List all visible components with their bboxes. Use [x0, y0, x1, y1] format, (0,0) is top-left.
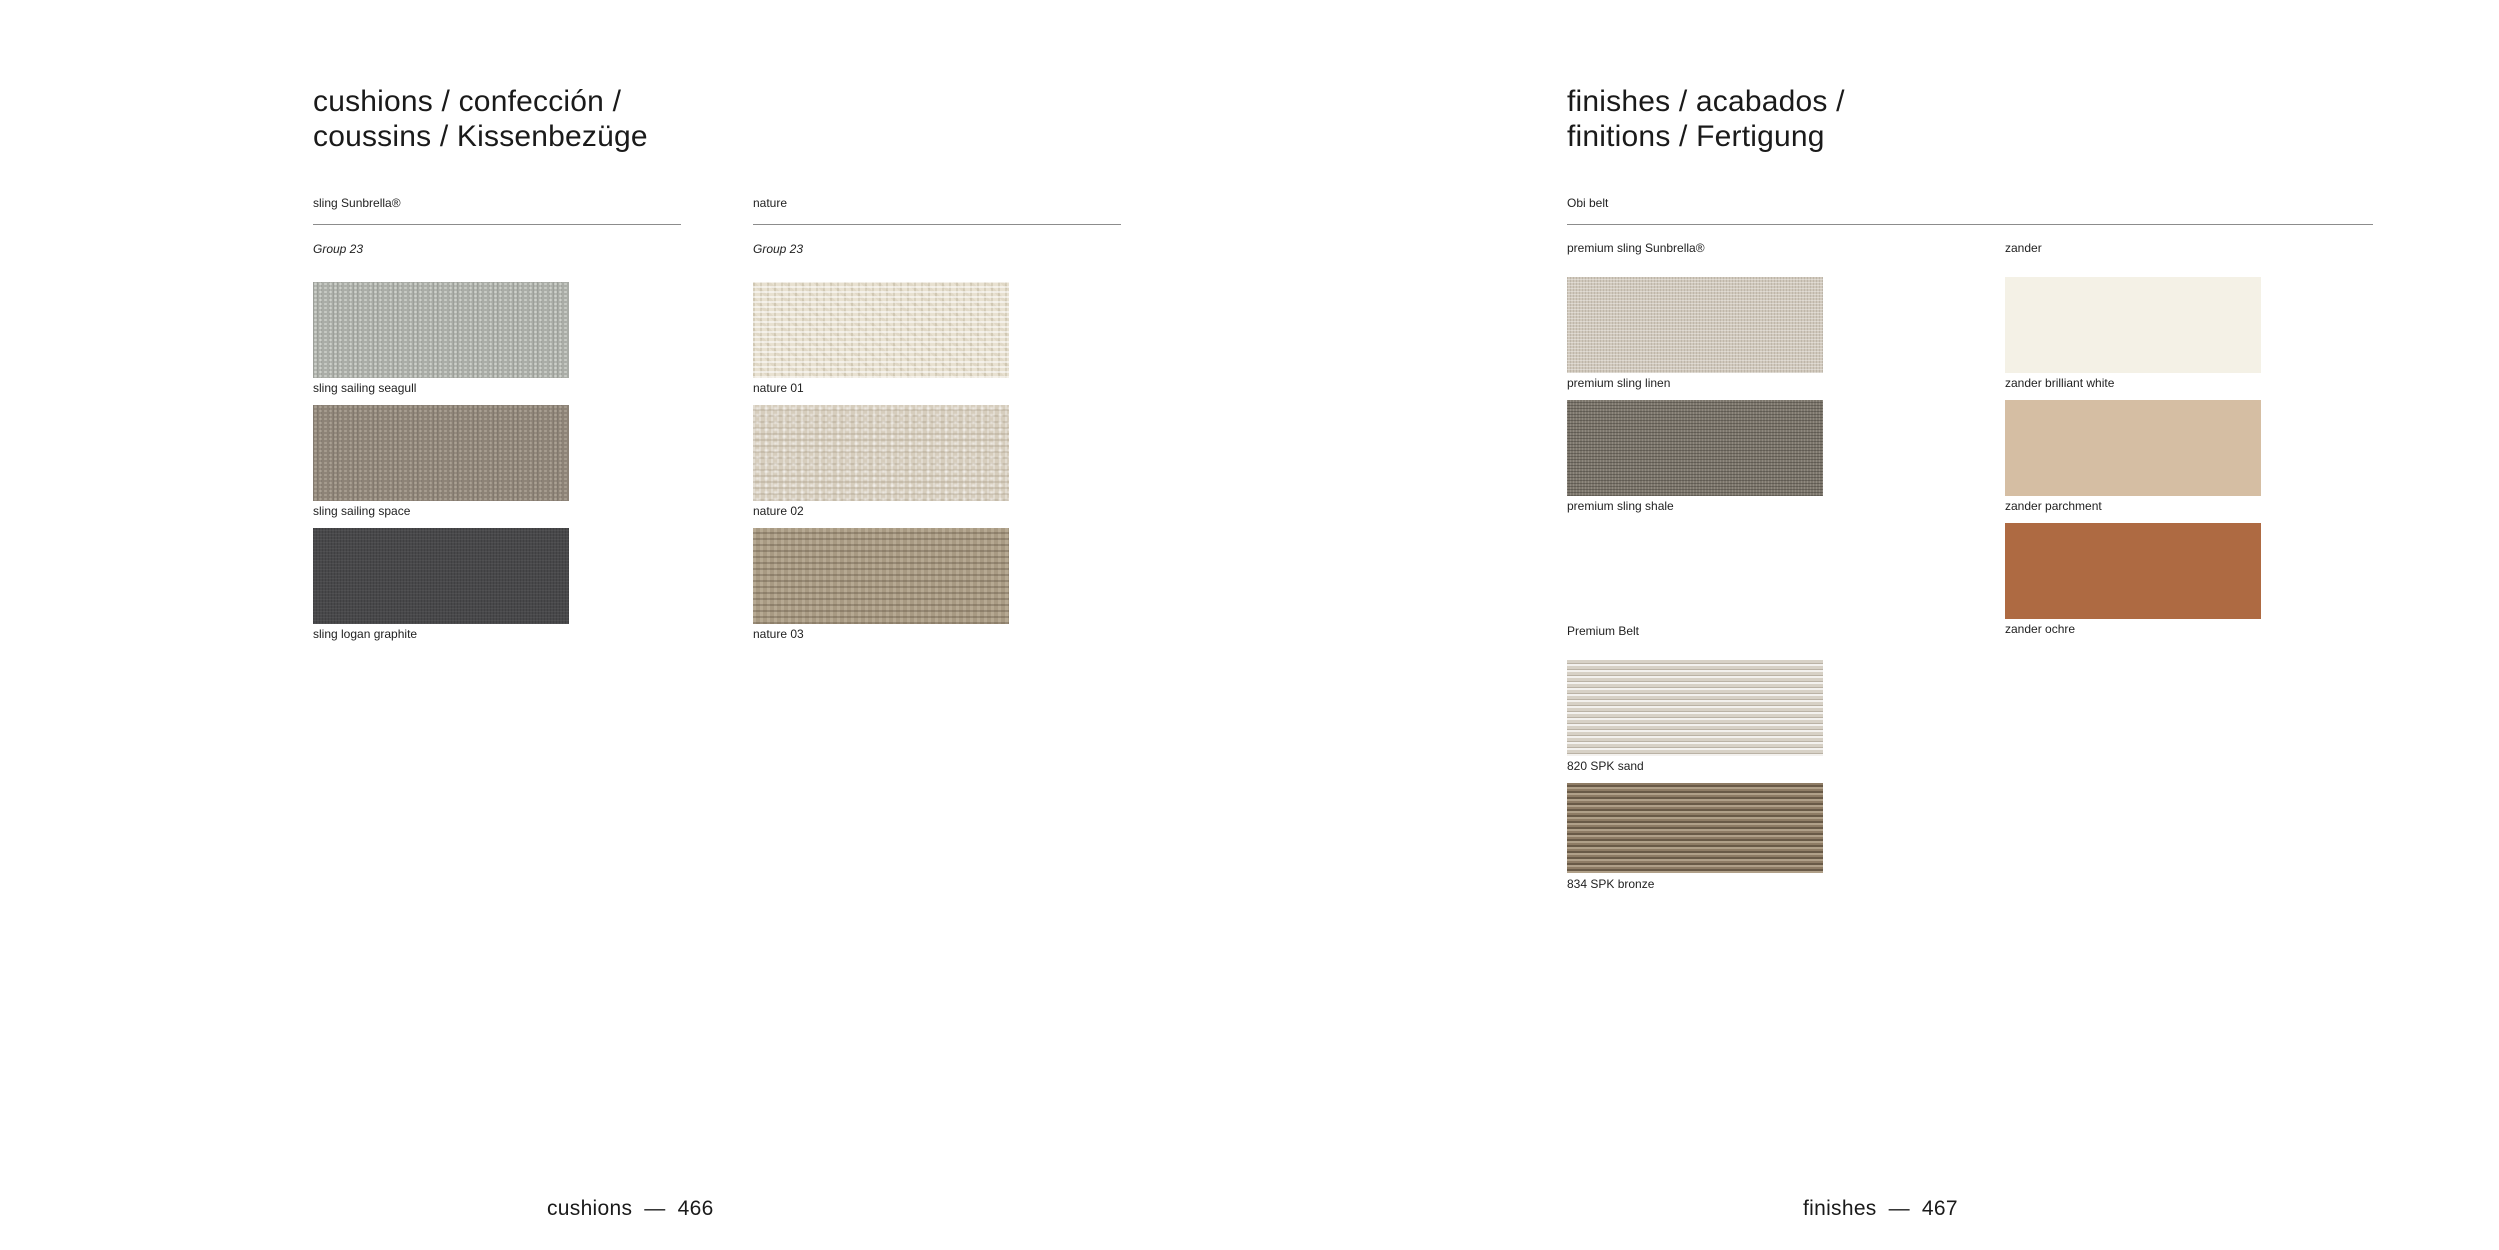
footer-page-number: 466: [677, 1197, 714, 1220]
section-heading-obi-belt: Obi belt: [1567, 196, 1609, 210]
swatch-label: nature 03: [753, 627, 804, 641]
swatch-820-spk-sand: [1567, 660, 1823, 756]
subheading-zander: zander: [2005, 241, 2042, 255]
swatch-label: zander ochre: [2005, 622, 2076, 636]
page-footer-left: [547, 1197, 714, 1221]
swatch-premium-sling-linen: [1567, 277, 1823, 373]
page-footer-right: [1803, 1197, 1958, 1221]
swatch-label: 820 SPK sand: [1567, 759, 1644, 773]
swatch-nature-03: [753, 528, 1009, 624]
footer-page-number: 467: [1921, 1197, 1958, 1220]
swatch-label: premium sling shale: [1567, 499, 1674, 513]
footer-section: finishes: [1803, 1197, 1877, 1220]
swatch-zander-parchment: [2005, 400, 2261, 496]
swatch-label: zander parchment: [2005, 499, 2102, 513]
swatch-nature-02: [753, 405, 1009, 501]
group-label: Group 23: [313, 242, 364, 256]
swatch-nature-01: [753, 282, 1009, 378]
footer-dash: —: [644, 1197, 666, 1220]
swatch-label: sling sailing space: [313, 504, 411, 518]
swatch-label: 834 SPK bronze: [1567, 877, 1655, 891]
group-label: Group 23: [753, 242, 804, 256]
swatch-label: nature 01: [753, 381, 804, 395]
swatch-sling-sailing-seagull: [313, 282, 569, 378]
swatch-label: sling logan graphite: [313, 627, 418, 641]
page-title-finishes: finishes / acabados / finitions / Fertigung: [1567, 85, 1845, 153]
page-title-cushions: cushions / confección / coussins / Kissenbezüge: [313, 85, 648, 153]
divider: [1567, 224, 2373, 225]
subheading-premium-sling: premium sling Sunbrella®: [1567, 241, 1705, 255]
swatch-label: sling sailing seagull: [313, 381, 417, 395]
swatch-sling-sailing-space: [313, 405, 569, 501]
swatch-premium-sling-shale: [1567, 400, 1823, 496]
swatch-zander-ochre: [2005, 523, 2261, 619]
section-heading-sling-sunbrella: sling Sunbrella®: [313, 196, 401, 210]
swatch-label: zander brilliant white: [2005, 376, 2115, 390]
footer-section: cushions: [547, 1197, 633, 1220]
swatch-label: premium sling linen: [1567, 376, 1671, 390]
swatch-zander-brilliant-white: [2005, 277, 2261, 373]
swatch-sling-logan-graphite: [313, 528, 569, 624]
section-heading-nature: nature: [753, 196, 788, 210]
footer-dash: —: [1888, 1197, 1910, 1220]
subheading-premium-belt: Premium Belt: [1567, 624, 1640, 638]
swatch-834-spk-bronze: [1567, 783, 1823, 873]
divider: [313, 224, 681, 225]
divider: [753, 224, 1121, 225]
swatch-label: nature 02: [753, 504, 804, 518]
